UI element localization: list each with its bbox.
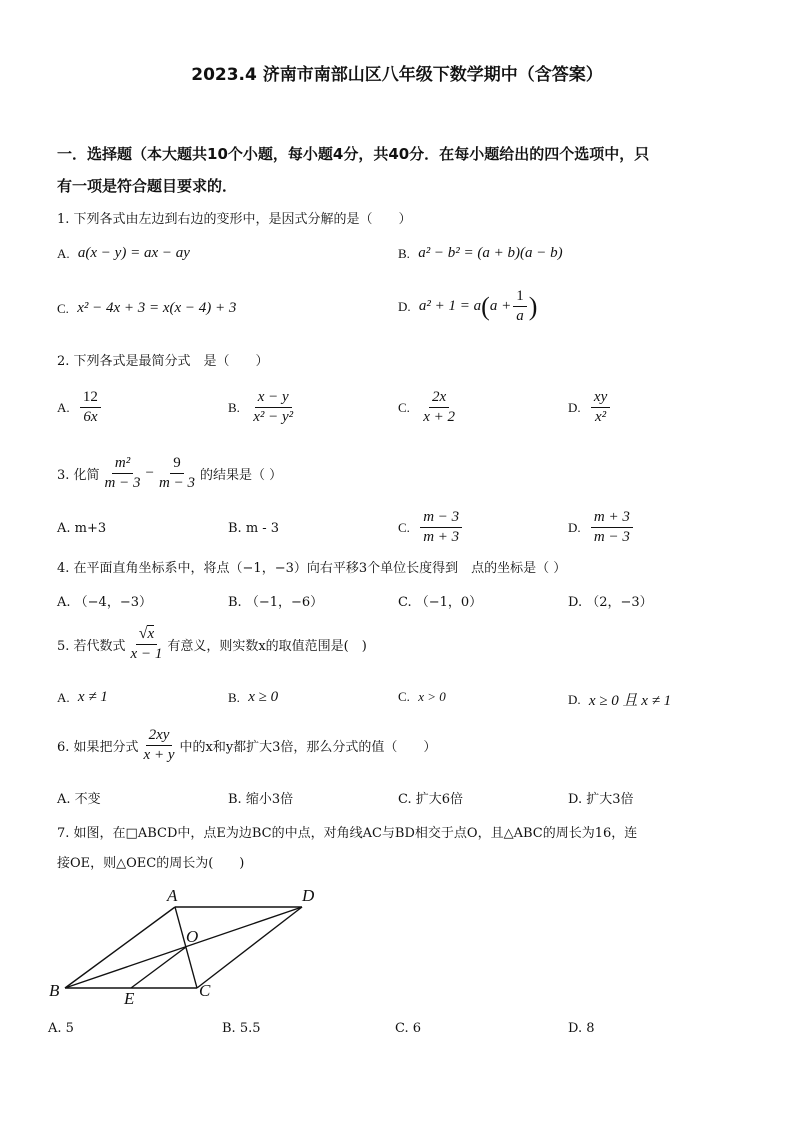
q3-c-num: m − 3: [420, 508, 462, 528]
q3-f2-num: 9: [170, 454, 184, 474]
q2-stem: 2. 下列各式是最简分式 是（ ）: [57, 354, 269, 369]
q6-option-b[interactable]: B. 缩小3倍: [228, 792, 294, 807]
diagonal-bd: [65, 907, 302, 988]
q5-option-d[interactable]: [568, 689, 671, 710]
q4-option-b[interactable]: B. （−1，−6）: [228, 595, 324, 610]
q2-b-fraction: [250, 388, 296, 427]
q5-b-label: B.: [228, 689, 240, 705]
sqrt-symbol-icon: √: [138, 625, 148, 642]
q3-fraction-1: [102, 454, 144, 493]
q6-num: 2xy: [146, 726, 173, 746]
q1-d-lhs: a² + 1 = a: [418, 298, 482, 314]
q1-a-expr: a(x − y) = ax − ay: [77, 245, 190, 261]
q3-d-label: D.: [568, 519, 581, 535]
q5-fraction: [128, 624, 166, 664]
q1-d-fraction: [513, 287, 527, 326]
q2-c-num: 2x: [429, 388, 449, 408]
q2-b-num: x − y: [255, 388, 292, 408]
q5-prefix: 5. 若代数式: [57, 638, 126, 654]
q3-d-num: m + 3: [591, 508, 633, 528]
q2-b-den: x² − y²: [253, 409, 294, 425]
q3-minus: −: [145, 465, 154, 481]
q1-c-expr: x² − 4x + 3 = x(x − 4) + 3: [77, 300, 237, 316]
q6-option-c[interactable]: C. 扩大6倍: [398, 792, 464, 807]
q4-option-c[interactable]: C. （−1，0）: [398, 595, 483, 610]
q2-a-den: 6x: [83, 409, 98, 425]
q1-c-label: C.: [57, 300, 69, 316]
q1-stem: 1. 下列各式由左边到右边的变形中，是因式分解的是（ ）: [57, 212, 412, 227]
edge-ab: [65, 907, 175, 988]
q1-d-label: D.: [398, 298, 411, 314]
q1-a-label: A.: [57, 245, 70, 261]
q4-option-a[interactable]: A. （−4，−3）: [57, 595, 152, 610]
q3-c-label: C.: [398, 519, 410, 535]
q2-d-fraction: [591, 388, 610, 427]
q3-d-den: m − 3: [593, 529, 630, 545]
q1-d-num: 1: [513, 287, 527, 307]
q5-stem: [57, 624, 367, 664]
page-title: 2023.4 济南市南部山区八年级下数学期中（含答案）: [191, 65, 603, 85]
q2-option-c[interactable]: [398, 388, 460, 427]
q2-option-d[interactable]: [568, 388, 612, 427]
q2-option-b[interactable]: [228, 388, 298, 427]
q1-option-a[interactable]: [57, 245, 190, 262]
q3-c-den: m + 3: [423, 529, 460, 545]
q6-suffix: 中的x和y都扩大3倍，那么分式的值（ ）: [179, 740, 437, 755]
q4-stem: 4. 在平面直角坐标系中，将点（−1，−3）向右平移3个单位长度得到 点的坐标是（ ）: [57, 561, 567, 576]
q3-option-c[interactable]: [398, 508, 464, 547]
q3-option-a[interactable]: A. m+3: [57, 521, 107, 536]
q3-d-fraction: [591, 508, 633, 547]
q1-b-label: B.: [398, 245, 410, 261]
q7-option-a[interactable]: A. 5: [48, 1021, 74, 1036]
q3-stem: [57, 454, 282, 493]
q3-option-b[interactable]: B. m - 3: [228, 521, 280, 536]
q5-d-label: D.: [568, 691, 581, 707]
q2-a-label: A.: [57, 399, 70, 415]
q5-c-expr: x > 0: [418, 689, 446, 704]
q1-option-b[interactable]: [398, 245, 563, 262]
q2-a-num: 12: [80, 388, 101, 408]
q2-d-num: xy: [591, 388, 610, 408]
q3-f2-den: m − 3: [158, 475, 195, 491]
section-header-line2: 有一项是符合题目要求的．: [57, 177, 238, 195]
q7-option-d[interactable]: D. 8: [568, 1021, 595, 1036]
q2-option-a[interactable]: [57, 388, 103, 427]
paren-close: ): [528, 291, 538, 321]
q5-b-expr: x ≥ 0: [248, 689, 279, 705]
q3-option-d[interactable]: [568, 508, 635, 547]
q4-option-d[interactable]: D. （2，−3）: [568, 595, 653, 610]
section-header-line1: 一．选择题（本大题共10个小题，每小题4分，共40分．在每小题给出的四个选项中，只: [57, 145, 650, 163]
q5-a-expr: x ≠ 1: [77, 689, 108, 705]
q5-suffix: 有意义，则实数x的取值范围是( ): [167, 638, 367, 654]
q5-option-c[interactable]: [398, 689, 446, 705]
q3-c-fraction: [420, 508, 462, 547]
q3-f1-den: m − 3: [104, 475, 141, 491]
q1-option-d[interactable]: [398, 287, 537, 326]
q1-option-c[interactable]: [57, 300, 236, 317]
q6-prefix: 6. 如果把分式: [57, 740, 139, 755]
q2-c-fraction: [420, 388, 458, 427]
q2-c-label: C.: [398, 399, 410, 415]
q2-d-label: D.: [568, 399, 581, 415]
q5-c-label: C.: [398, 689, 410, 704]
point-e-label: E: [124, 989, 135, 1008]
q3-suffix: 的结果是（ ）: [199, 468, 283, 483]
q6-stem: [57, 726, 436, 765]
q7-option-b[interactable]: B. 5.5: [222, 1021, 261, 1036]
q6-den: x + y: [143, 747, 175, 763]
q5-d-expr: x ≥ 0 且 x ≠ 1: [588, 693, 672, 709]
point-c-label: C: [199, 981, 211, 1000]
segment-oe: [131, 947, 186, 988]
q2-d-den: x²: [594, 409, 607, 425]
q2-a-fraction: [80, 388, 101, 427]
q1-d-inner: a +: [489, 298, 512, 314]
q5-den: x − 1: [130, 646, 163, 662]
edge-cd: [197, 907, 302, 988]
q5-num: x: [147, 626, 155, 642]
q7-option-c[interactable]: C. 6: [395, 1021, 422, 1036]
q6-option-d[interactable]: D. 扩大3倍: [568, 792, 634, 807]
q1-d-den: a: [516, 308, 524, 324]
q6-fraction: [141, 726, 178, 765]
point-a-label: A: [167, 886, 178, 905]
q5-a-label: A.: [57, 689, 70, 705]
q6-option-a[interactable]: A. 不变: [57, 792, 101, 807]
q1-b-expr: a² − b² = (a + b)(a − b): [418, 245, 563, 261]
q3-prefix: 3. 化简: [57, 468, 100, 483]
q2-b-label: B.: [228, 399, 240, 415]
paren-open: (: [481, 291, 490, 321]
q3-f1-num: m²: [112, 454, 133, 474]
point-o-label: O: [186, 927, 199, 946]
q2-c-den: x + 2: [423, 409, 455, 425]
q3-fraction-2: [156, 454, 198, 493]
point-b-label: B: [49, 981, 60, 1000]
point-d-label: D: [302, 886, 315, 905]
q7-stem-line1: 7. 如图，在□ABCD中，点E为边BC的中点，对角线AC与BD相交于点O，且△ABC的周长为16，连: [57, 826, 638, 841]
q5-option-b[interactable]: [228, 689, 278, 706]
q7-stem-line2: 接OE，则△OEC的周长为( ): [57, 856, 245, 871]
q5-num-wrap: [136, 624, 157, 645]
parallelogram-figure: [40, 880, 340, 1010]
q5-option-a[interactable]: [57, 689, 108, 706]
